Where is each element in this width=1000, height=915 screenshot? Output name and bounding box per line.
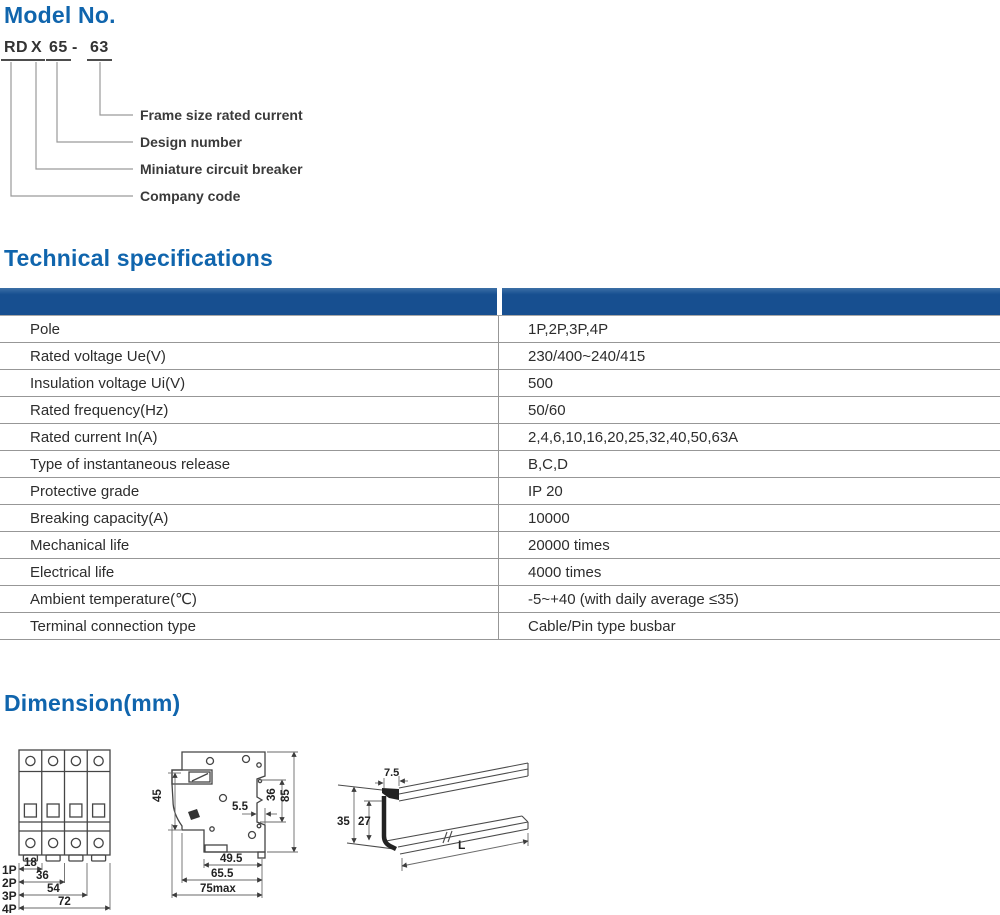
spec-name: Rated voltage Ue(V) (0, 343, 499, 369)
pole-2p-label: 2P (2, 876, 17, 890)
dim-65.5-label: 65.5 (211, 868, 234, 880)
side-view-drawing (148, 738, 323, 915)
pole-3p-label: 3P (2, 889, 17, 903)
dim-75max-label: 75max (200, 883, 236, 895)
spec-value: 50/60 (528, 401, 566, 419)
code-frame: 63 (87, 40, 112, 61)
spec-row (0, 370, 1000, 397)
spec-table-header (0, 288, 1000, 315)
spec-table-header-right (502, 288, 1000, 315)
din-clip (188, 809, 200, 820)
spec-value: 230/400~240/415 (528, 347, 646, 365)
spec-row (0, 478, 1000, 505)
spec-row (0, 505, 1000, 532)
dim-49.5-label: 49.5 (220, 853, 243, 865)
spec-value: 2,4,6,10,16,20,25,32,40,50,63A (528, 428, 739, 446)
spec-value: B,C,D (528, 455, 569, 473)
spec-name: Rated frequency(Hz) (0, 397, 499, 423)
spec-row (0, 451, 1000, 478)
spec-name: Pole (0, 316, 499, 342)
dim-36-label: 36 (36, 870, 49, 882)
dim-72-label: 72 (58, 896, 71, 908)
dim-35-label: 35 (337, 816, 350, 828)
spec-name: Mechanical life (0, 532, 499, 558)
spec-value: 20000 times (528, 536, 610, 554)
model-no-heading: Model No. (4, 2, 116, 28)
dim-45-label: 45 (152, 789, 164, 802)
dim-5.5-label: 5.5 (232, 801, 248, 813)
spec-row (0, 424, 1000, 451)
spec-row (0, 397, 1000, 424)
spec-value: 4000 times (528, 563, 602, 581)
spec-name: Protective grade (0, 478, 499, 504)
din-rail-drawing (332, 730, 582, 915)
spec-value: 500 (528, 374, 554, 392)
dimension-heading: Dimension(mm) (4, 690, 181, 716)
spec-name: Ambient temperature(℃) (0, 586, 499, 612)
spec-name: Rated current In(A) (0, 424, 499, 450)
pole-4p-label: 4P (2, 902, 17, 915)
spec-value: 10000 (528, 509, 570, 527)
label-design-number: Design number (140, 134, 242, 150)
code-dash: - (72, 39, 78, 56)
spec-table-body (0, 315, 1000, 640)
spec-row (0, 343, 1000, 370)
spec-row (0, 613, 1000, 640)
dim-54-label: 54 (47, 883, 60, 895)
spec-row (0, 315, 1000, 343)
label-company-code: Company code (140, 188, 241, 204)
label-frame-size: Frame size rated current (140, 107, 303, 123)
label-mcb: Miniature circuit breaker (140, 161, 303, 177)
specs-heading: Technical specifications (4, 245, 273, 271)
model-connector-lines (0, 62, 140, 202)
rail-outline (338, 763, 528, 854)
spec-row (0, 586, 1000, 613)
spec-value: 1P,2P,3P,4P (528, 320, 609, 338)
dim-L-label: L (458, 838, 466, 852)
dim-7.5-label: 7.5 (384, 767, 400, 779)
dim-27-label: 27 (358, 816, 371, 828)
code-company: RD (1, 40, 31, 61)
front-view-drawing (0, 738, 140, 915)
spec-name: Electrical life (0, 559, 499, 585)
spec-table (0, 288, 1000, 640)
spec-name: Terminal connection type (0, 613, 499, 639)
code-design: 65 (46, 40, 71, 61)
spec-row (0, 559, 1000, 586)
mcb-side-outline (172, 752, 265, 858)
dim-36-side-label: 36 (266, 788, 278, 801)
spec-table-header-left (0, 288, 497, 315)
spec-value: Cable/Pin type busbar (528, 617, 676, 635)
spec-name: Breaking capacity(A) (0, 505, 499, 531)
spec-name: Insulation voltage Ui(V) (0, 370, 499, 396)
dim-85-label: 85 (280, 789, 292, 802)
spec-name: Type of instantaneous release (0, 451, 499, 477)
spec-row (0, 532, 1000, 559)
dim-18-label: 18 (24, 857, 37, 869)
spec-value: IP 20 (528, 482, 563, 500)
spec-value: -5~+40 (with daily average ≤35) (528, 590, 739, 608)
code-type: X (28, 40, 45, 61)
mcb-front-outline (19, 750, 110, 861)
pole-1p-label: 1P (2, 863, 17, 877)
